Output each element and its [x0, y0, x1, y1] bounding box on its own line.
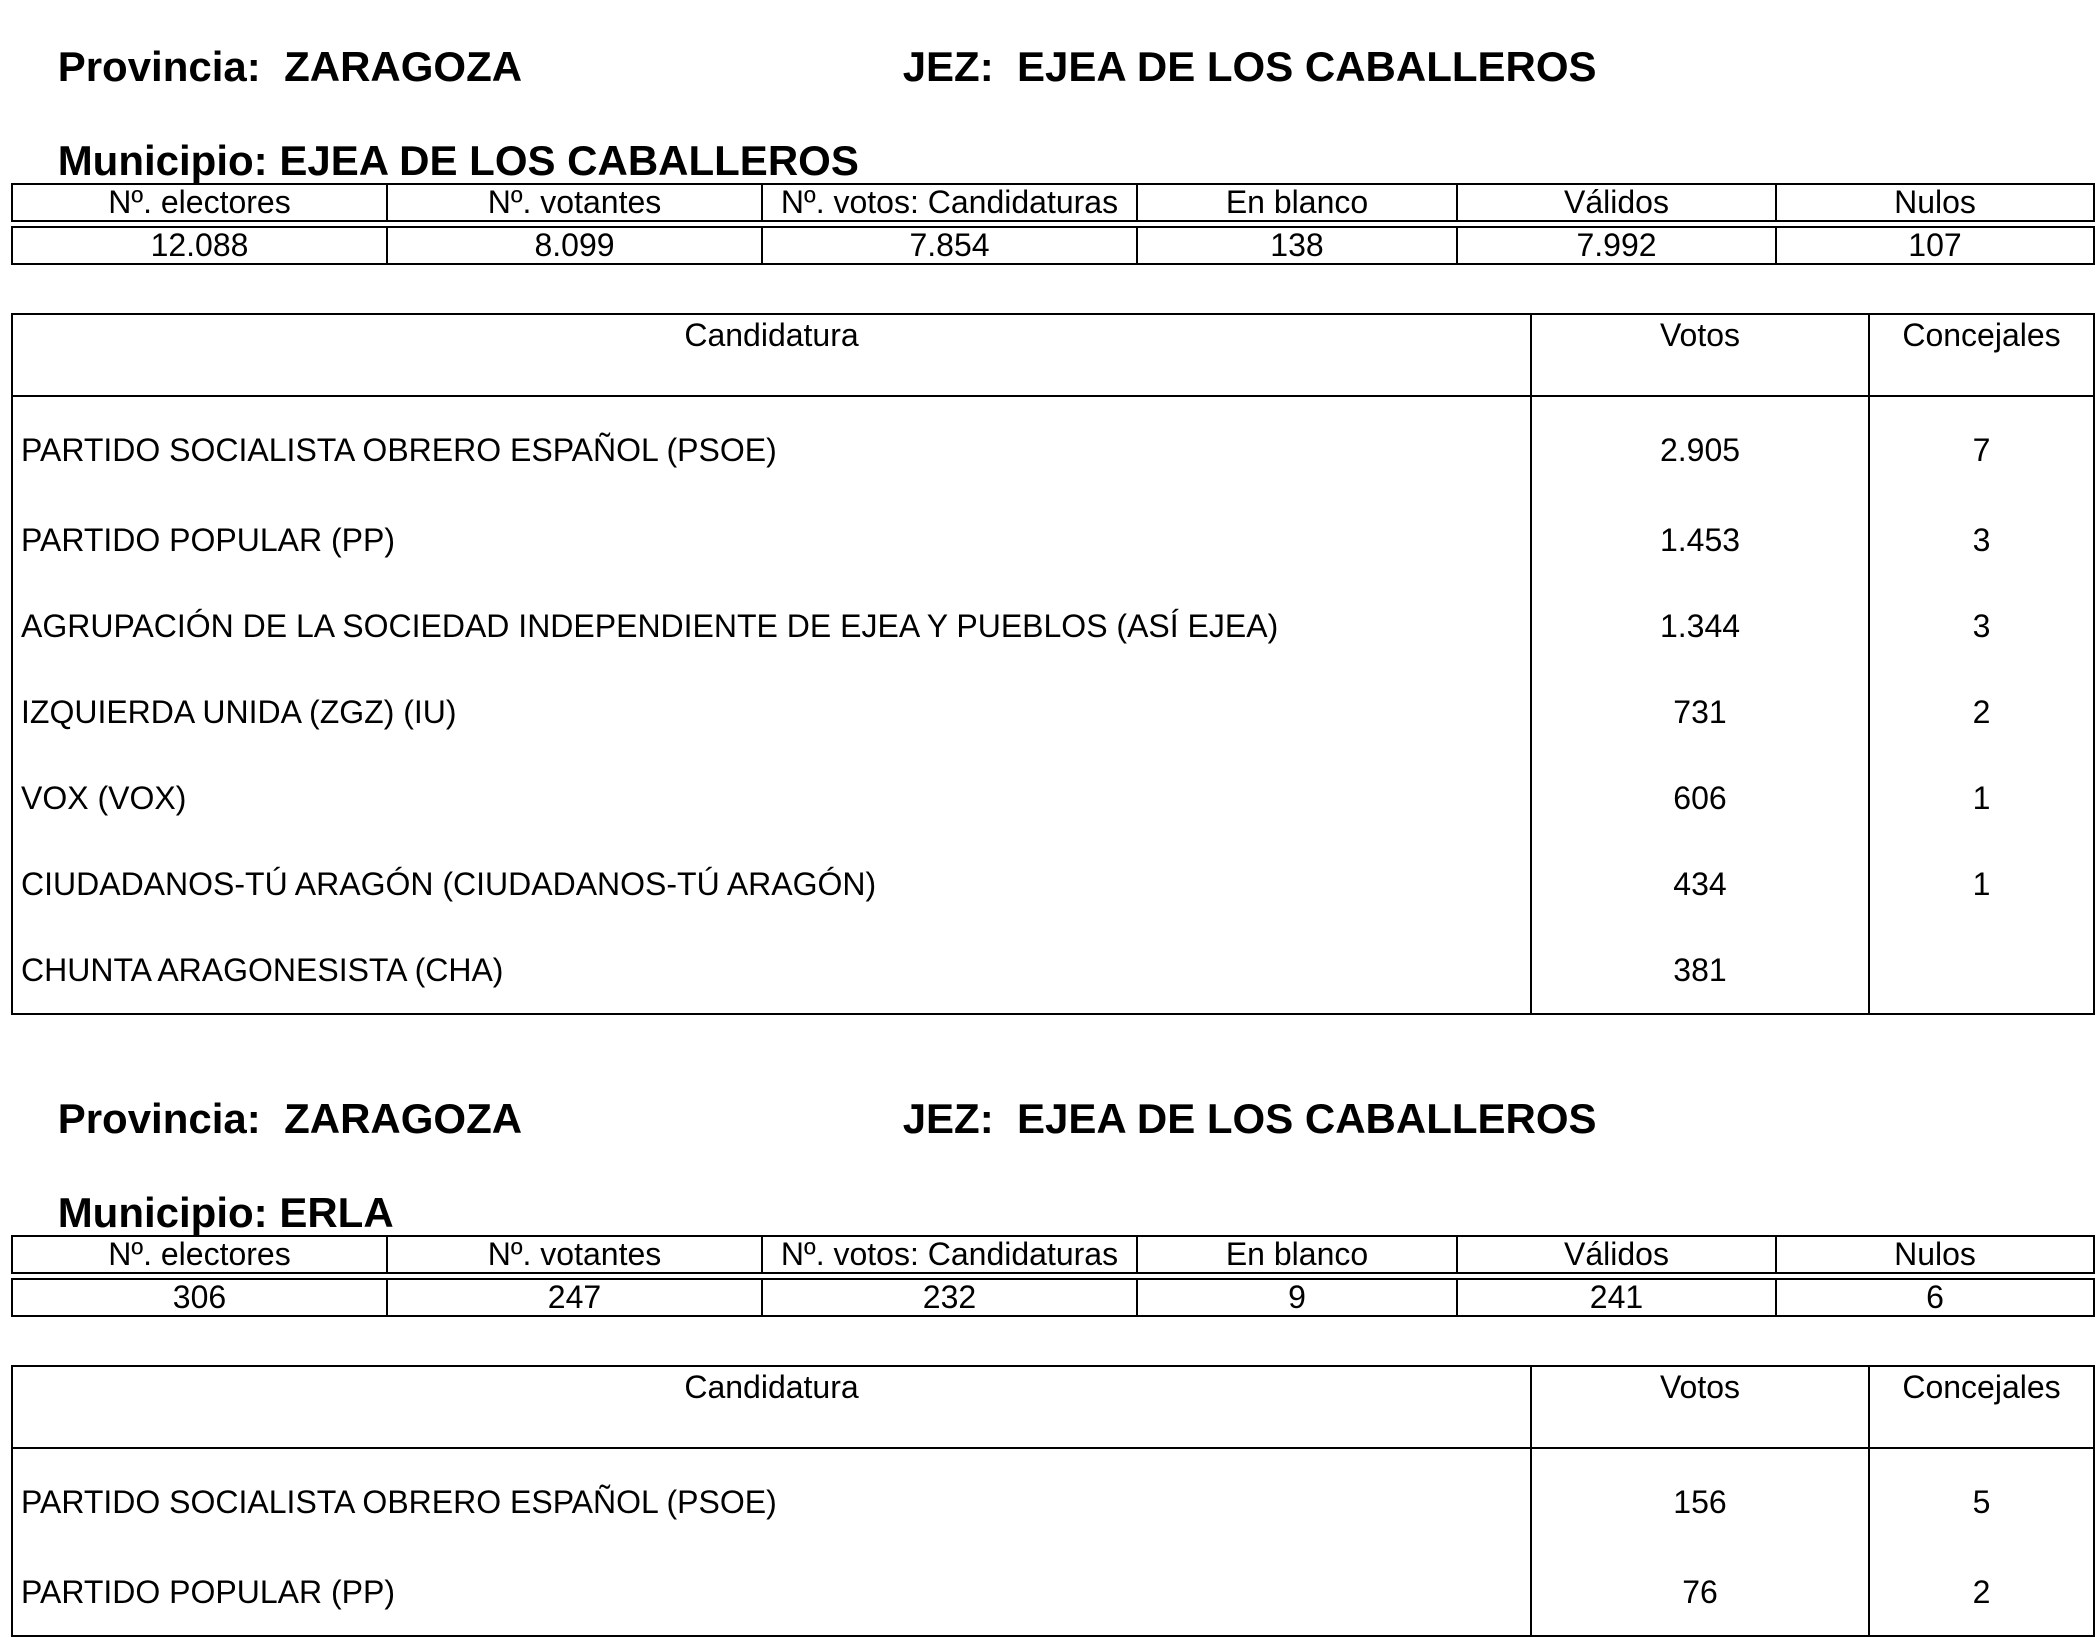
value-votantes: 247 [387, 1279, 762, 1316]
votos-value: 156 [1531, 1448, 1869, 1549]
candidatura-name: PARTIDO SOCIALISTA OBRERO ESPAÑOL (PSOE) [12, 396, 1531, 497]
table-row [12, 669, 2094, 755]
jez-heading [856, 4, 1597, 130]
header-en-blanco: En blanco [1137, 1236, 1457, 1273]
summary-table [11, 1235, 2095, 1274]
candidatura-name: IZQUIERDA UNIDA (ZGZ) (IU) [12, 669, 1531, 755]
summary-header-row [12, 184, 2094, 221]
candidatura-name: PARTIDO POPULAR (PP) [12, 497, 1531, 583]
votos-value: 731 [1531, 669, 1869, 755]
results-header-row [12, 1366, 2094, 1448]
table-row [12, 1448, 2094, 1549]
candidatura-name: PARTIDO SOCIALISTA OBRERO ESPAÑOL (PSOE) [12, 1448, 1531, 1549]
value-nulos: 6 [1776, 1279, 2094, 1316]
value-validos: 241 [1457, 1279, 1776, 1316]
header-en-blanco: En blanco [1137, 184, 1457, 221]
votos-value: 1.453 [1531, 497, 1869, 583]
votos-value: 606 [1531, 755, 1869, 841]
concejales-value: 1 [1869, 755, 2094, 841]
municipio-label: Municipio: [57, 1189, 268, 1236]
jez-label: JEZ: [902, 1095, 994, 1142]
header-electores: Nº. electores [12, 184, 387, 221]
table-row [12, 927, 2094, 1014]
summary-values-row [12, 1279, 2094, 1316]
candidatura-name: PARTIDO POPULAR (PP) [12, 1549, 1531, 1636]
table-row [12, 396, 2094, 497]
header-validos: Válidos [1457, 184, 1776, 221]
provincia-label: Provincia: [57, 1095, 261, 1142]
table-row [12, 497, 2094, 583]
value-en-blanco: 138 [1137, 227, 1457, 264]
value-electores: 12.088 [12, 227, 387, 264]
header-votantes: Nº. votantes [387, 184, 762, 221]
concejales-value: 3 [1869, 497, 2094, 583]
candidatura-name: AGRUPACIÓN DE LA SOCIEDAD INDEPENDIENTE DE EJEA Y PUEBLOS (ASÍ EJEA) [12, 583, 1531, 669]
summary-values-table [11, 226, 2095, 265]
header-votos-candidaturas: Nº. votos: Candidaturas [762, 1236, 1137, 1273]
header-electores: Nº. electores [12, 1236, 387, 1273]
table-row [12, 841, 2094, 927]
header-votos: Votos [1531, 1366, 1869, 1448]
header-concejales: Concejales [1869, 1366, 2094, 1448]
votos-value: 434 [1531, 841, 1869, 927]
concejales-value: 3 [1869, 583, 2094, 669]
table-row [12, 755, 2094, 841]
concejales-value: 5 [1869, 1448, 2094, 1549]
concejales-value: 1 [1869, 841, 2094, 927]
summary-values-row [12, 227, 2094, 264]
candidatura-name: VOX (VOX) [12, 755, 1531, 841]
value-electores: 306 [12, 1279, 387, 1316]
value-en-blanco: 9 [1137, 1279, 1457, 1316]
concejales-value: 2 [1869, 1549, 2094, 1636]
results-table [11, 313, 2095, 1015]
jez-value: EJEA DE LOS CABALLEROS [1017, 43, 1597, 90]
header-candidatura: Candidatura [12, 1366, 1531, 1448]
value-votantes: 8.099 [387, 227, 762, 264]
votos-value: 381 [1531, 927, 1869, 1014]
municipio-value: EJEA DE LOS CABALLEROS [279, 137, 859, 184]
summary-values-table [11, 1278, 2095, 1317]
jez-heading [856, 1056, 1597, 1182]
table-row [12, 1549, 2094, 1636]
concejales-value: 2 [1869, 669, 2094, 755]
header-votos: Votos [1531, 314, 1869, 396]
results-table [11, 1365, 2095, 1637]
candidatura-name: CIUDADANOS-TÚ ARAGÓN (CIUDADANOS-TÚ ARAGÓN) [12, 841, 1531, 927]
municipio-label: Municipio: [57, 137, 268, 184]
header-concejales: Concejales [1869, 314, 2094, 396]
header-candidatura: Candidatura [12, 314, 1531, 396]
candidatura-name: CHUNTA ARAGONESISTA (CHA) [12, 927, 1531, 1014]
value-votos-candidaturas: 232 [762, 1279, 1137, 1316]
results-header-row [12, 314, 2094, 396]
votos-value: 76 [1531, 1549, 1869, 1636]
table-row [12, 583, 2094, 669]
header-votantes: Nº. votantes [387, 1236, 762, 1273]
value-validos: 7.992 [1457, 227, 1776, 264]
provincia-value: ZARAGOZA [284, 1095, 523, 1142]
jez-value: EJEA DE LOS CABALLEROS [1017, 1095, 1597, 1142]
summary-header-row [12, 1236, 2094, 1273]
header-nulos: Nulos [1776, 1236, 2094, 1273]
header-validos: Válidos [1457, 1236, 1776, 1273]
header-nulos: Nulos [1776, 184, 2094, 221]
provincia-label: Provincia: [57, 43, 261, 90]
header-votos-candidaturas: Nº. votos: Candidaturas [762, 184, 1137, 221]
municipio-value: ERLA [279, 1189, 394, 1236]
votos-value: 2.905 [1531, 396, 1869, 497]
jez-label: JEZ: [902, 43, 994, 90]
concejales-value: 7 [1869, 396, 2094, 497]
value-nulos: 107 [1776, 227, 2094, 264]
summary-table [11, 183, 2095, 222]
value-votos-candidaturas: 7.854 [762, 227, 1137, 264]
votos-value: 1.344 [1531, 583, 1869, 669]
concejales-value [1869, 927, 2094, 1014]
provincia-value: ZARAGOZA [284, 43, 523, 90]
